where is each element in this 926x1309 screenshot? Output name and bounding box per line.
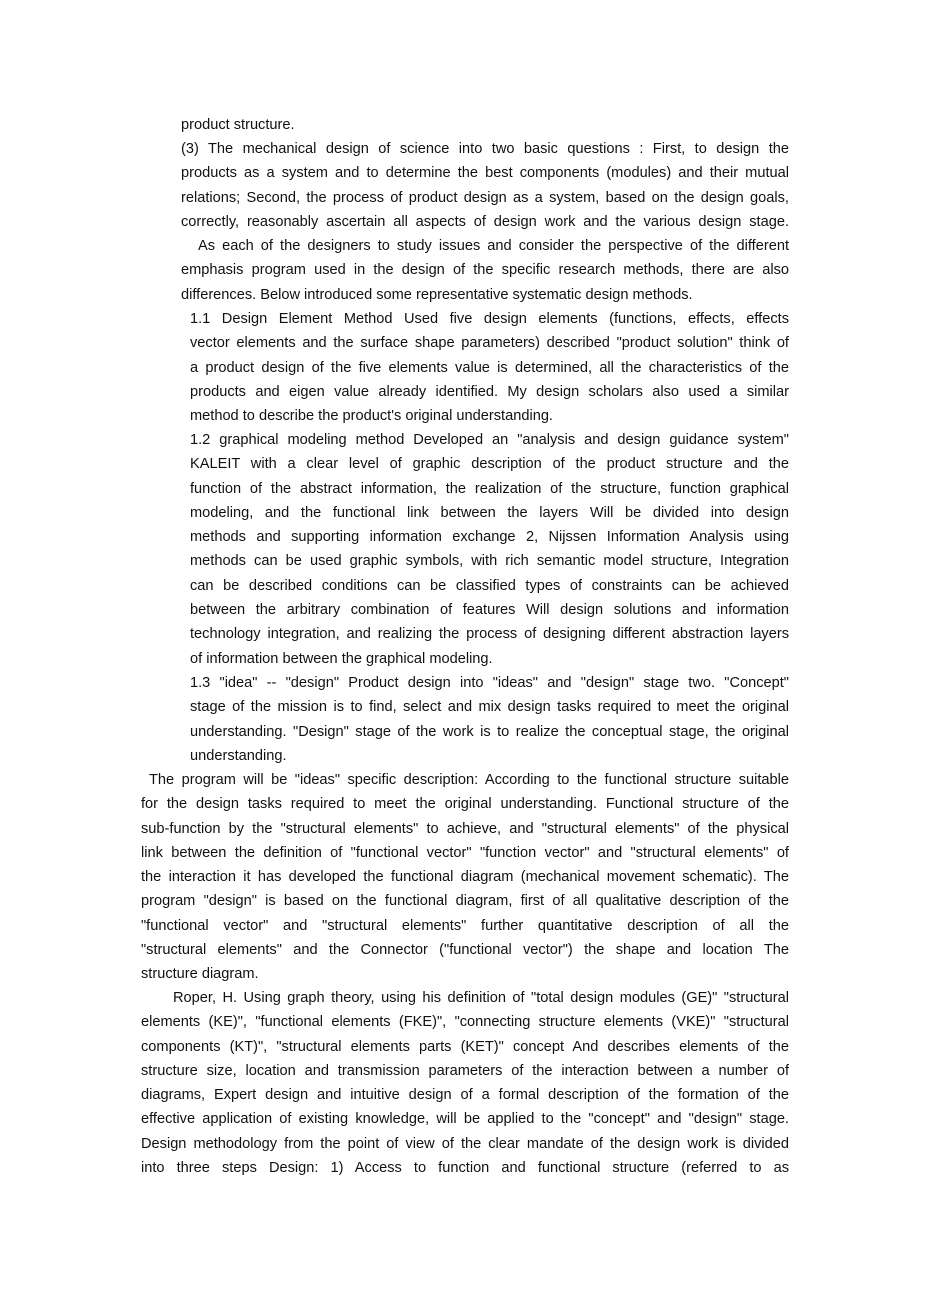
text-line: stage of the mission is to find, select and mix design tasks required to meet the original (190, 699, 789, 716)
text-line: of information between the graphical modeling. (190, 650, 493, 667)
text-line: method to describe the product's original understanding. (190, 408, 553, 425)
text-line: between the arbitrary combination of features Will design solutions and information (190, 602, 789, 619)
text-line: modeling, and the functional link between the layers Will be divided into design (190, 504, 789, 521)
text-line: effective application of existing knowledge, will be applied to the "concept" and "design" stage. (141, 1111, 789, 1128)
text-line: The program will be "ideas" specific description: According to the functional structure suitable (149, 772, 789, 788)
text-line: product structure. (181, 117, 295, 133)
text-line: KALEIT with a clear level of graphic description of the product structure and the (190, 456, 789, 473)
text-line: Design methodology from the point of view of the clear mandate of the design work is divided (141, 1135, 789, 1152)
text-line: emphasis program used in the design of the specific research methods, there are also (181, 262, 789, 279)
text-line: diagrams, Expert design and intuitive design of a formal description of the formation of the (141, 1087, 789, 1104)
text-line: products and eigen value already identified. My design scholars also used a similar (190, 383, 789, 400)
text-line: components (KT)", "structural elements parts (KET)" concept And describes elements of the (141, 1038, 789, 1055)
text-line: a product design of the five elements value is determined, all the characteristics of the (190, 359, 789, 376)
paragraph-roper (141, 986, 789, 1180)
text-line: relations; Second, the process of product design as a system, based on the design goals, (181, 189, 789, 206)
text-line: (3) The mechanical design of science into two basic questions : First, to design the (181, 141, 789, 157)
text-line: for the design tasks required to meet the original understanding. Functional structure of the (141, 796, 789, 813)
text-line: elements (KE)", "functional elements (FKE)", "connecting structure elements (VKE)" "structural (141, 1014, 789, 1031)
paragraph-3 (181, 137, 789, 234)
section-1-3-idea-design (190, 671, 789, 768)
text-line: link between the definition of "functional vector" "function vector" and "structural elements" of (141, 844, 789, 861)
text-line: function of the abstract information, the realization of the structure, function graphical (190, 480, 789, 497)
text-line: 1.3 "idea" -- "design" Product design into "ideas" and "design" stage two. "Concept" (190, 675, 789, 691)
text-line: vector elements and the surface shape parameters) described "product solution" think of (190, 335, 789, 352)
text-line: structure diagram. (141, 966, 259, 983)
text-line: methods can be used graphic symbols, with rich semantic model structure, Integration (190, 553, 789, 570)
text-line: 1.2 graphical modeling method Developed an "analysis and design guidance system" (190, 432, 789, 448)
text-line: understanding. "Design" stage of the work is to realize the conceptual stage, the original (190, 723, 789, 740)
text-line: Roper, H. Using graph theory, using his definition of "total design modules (GE)" "structural (173, 990, 789, 1006)
text-line: technology integration, and realizing the process of designing different abstraction layers (190, 626, 789, 643)
text-line: products as a system and to determine the best components (modules) and their mutual (181, 165, 789, 182)
text-line: "structural elements" and the Connector ("functional vector") the shape and location The (141, 942, 789, 959)
text-line: the interaction it has developed the functional diagram (mechanical movement schematic). The (141, 869, 789, 886)
text-line: correctly, reasonably ascertain all aspects of design work and the various design stage. (181, 213, 789, 230)
text-line: As each of the designers to study issues and consider the perspective of the different (198, 238, 789, 254)
section-1-1-design-element-method (190, 307, 789, 428)
text-line: differences. Below introduced some representative systematic design methods. (181, 286, 693, 303)
text-line: program "design" is based on the functional diagram, first of all qualitative description of the (141, 893, 789, 910)
text-line: sub-function by the "structural elements" to achieve, and "structural elements" of the physical (141, 820, 789, 837)
paragraph-intro-tail (181, 113, 789, 137)
text-line: 1.1 Design Element Method Used five design elements (functions, effects, effects (190, 311, 789, 327)
text-line: structure size, location and transmission parameters of the interaction between a number of (141, 1062, 789, 1079)
paragraph-as-each (181, 234, 789, 307)
text-line: can be described conditions can be classified types of constraints can be achieved (190, 577, 789, 594)
paragraph-program (141, 768, 789, 987)
section-1-2-graphical-modeling-method (190, 428, 789, 671)
text-line: understanding. (190, 747, 287, 764)
text-line: into three steps Design: 1) Access to function and functional structure (referred to as (141, 1160, 789, 1177)
text-line: "functional vector" and "structural elements" further quantitative description of all the (141, 917, 789, 934)
text-line: methods and supporting information exchange 2, Nijssen Information Analysis using (190, 529, 789, 546)
